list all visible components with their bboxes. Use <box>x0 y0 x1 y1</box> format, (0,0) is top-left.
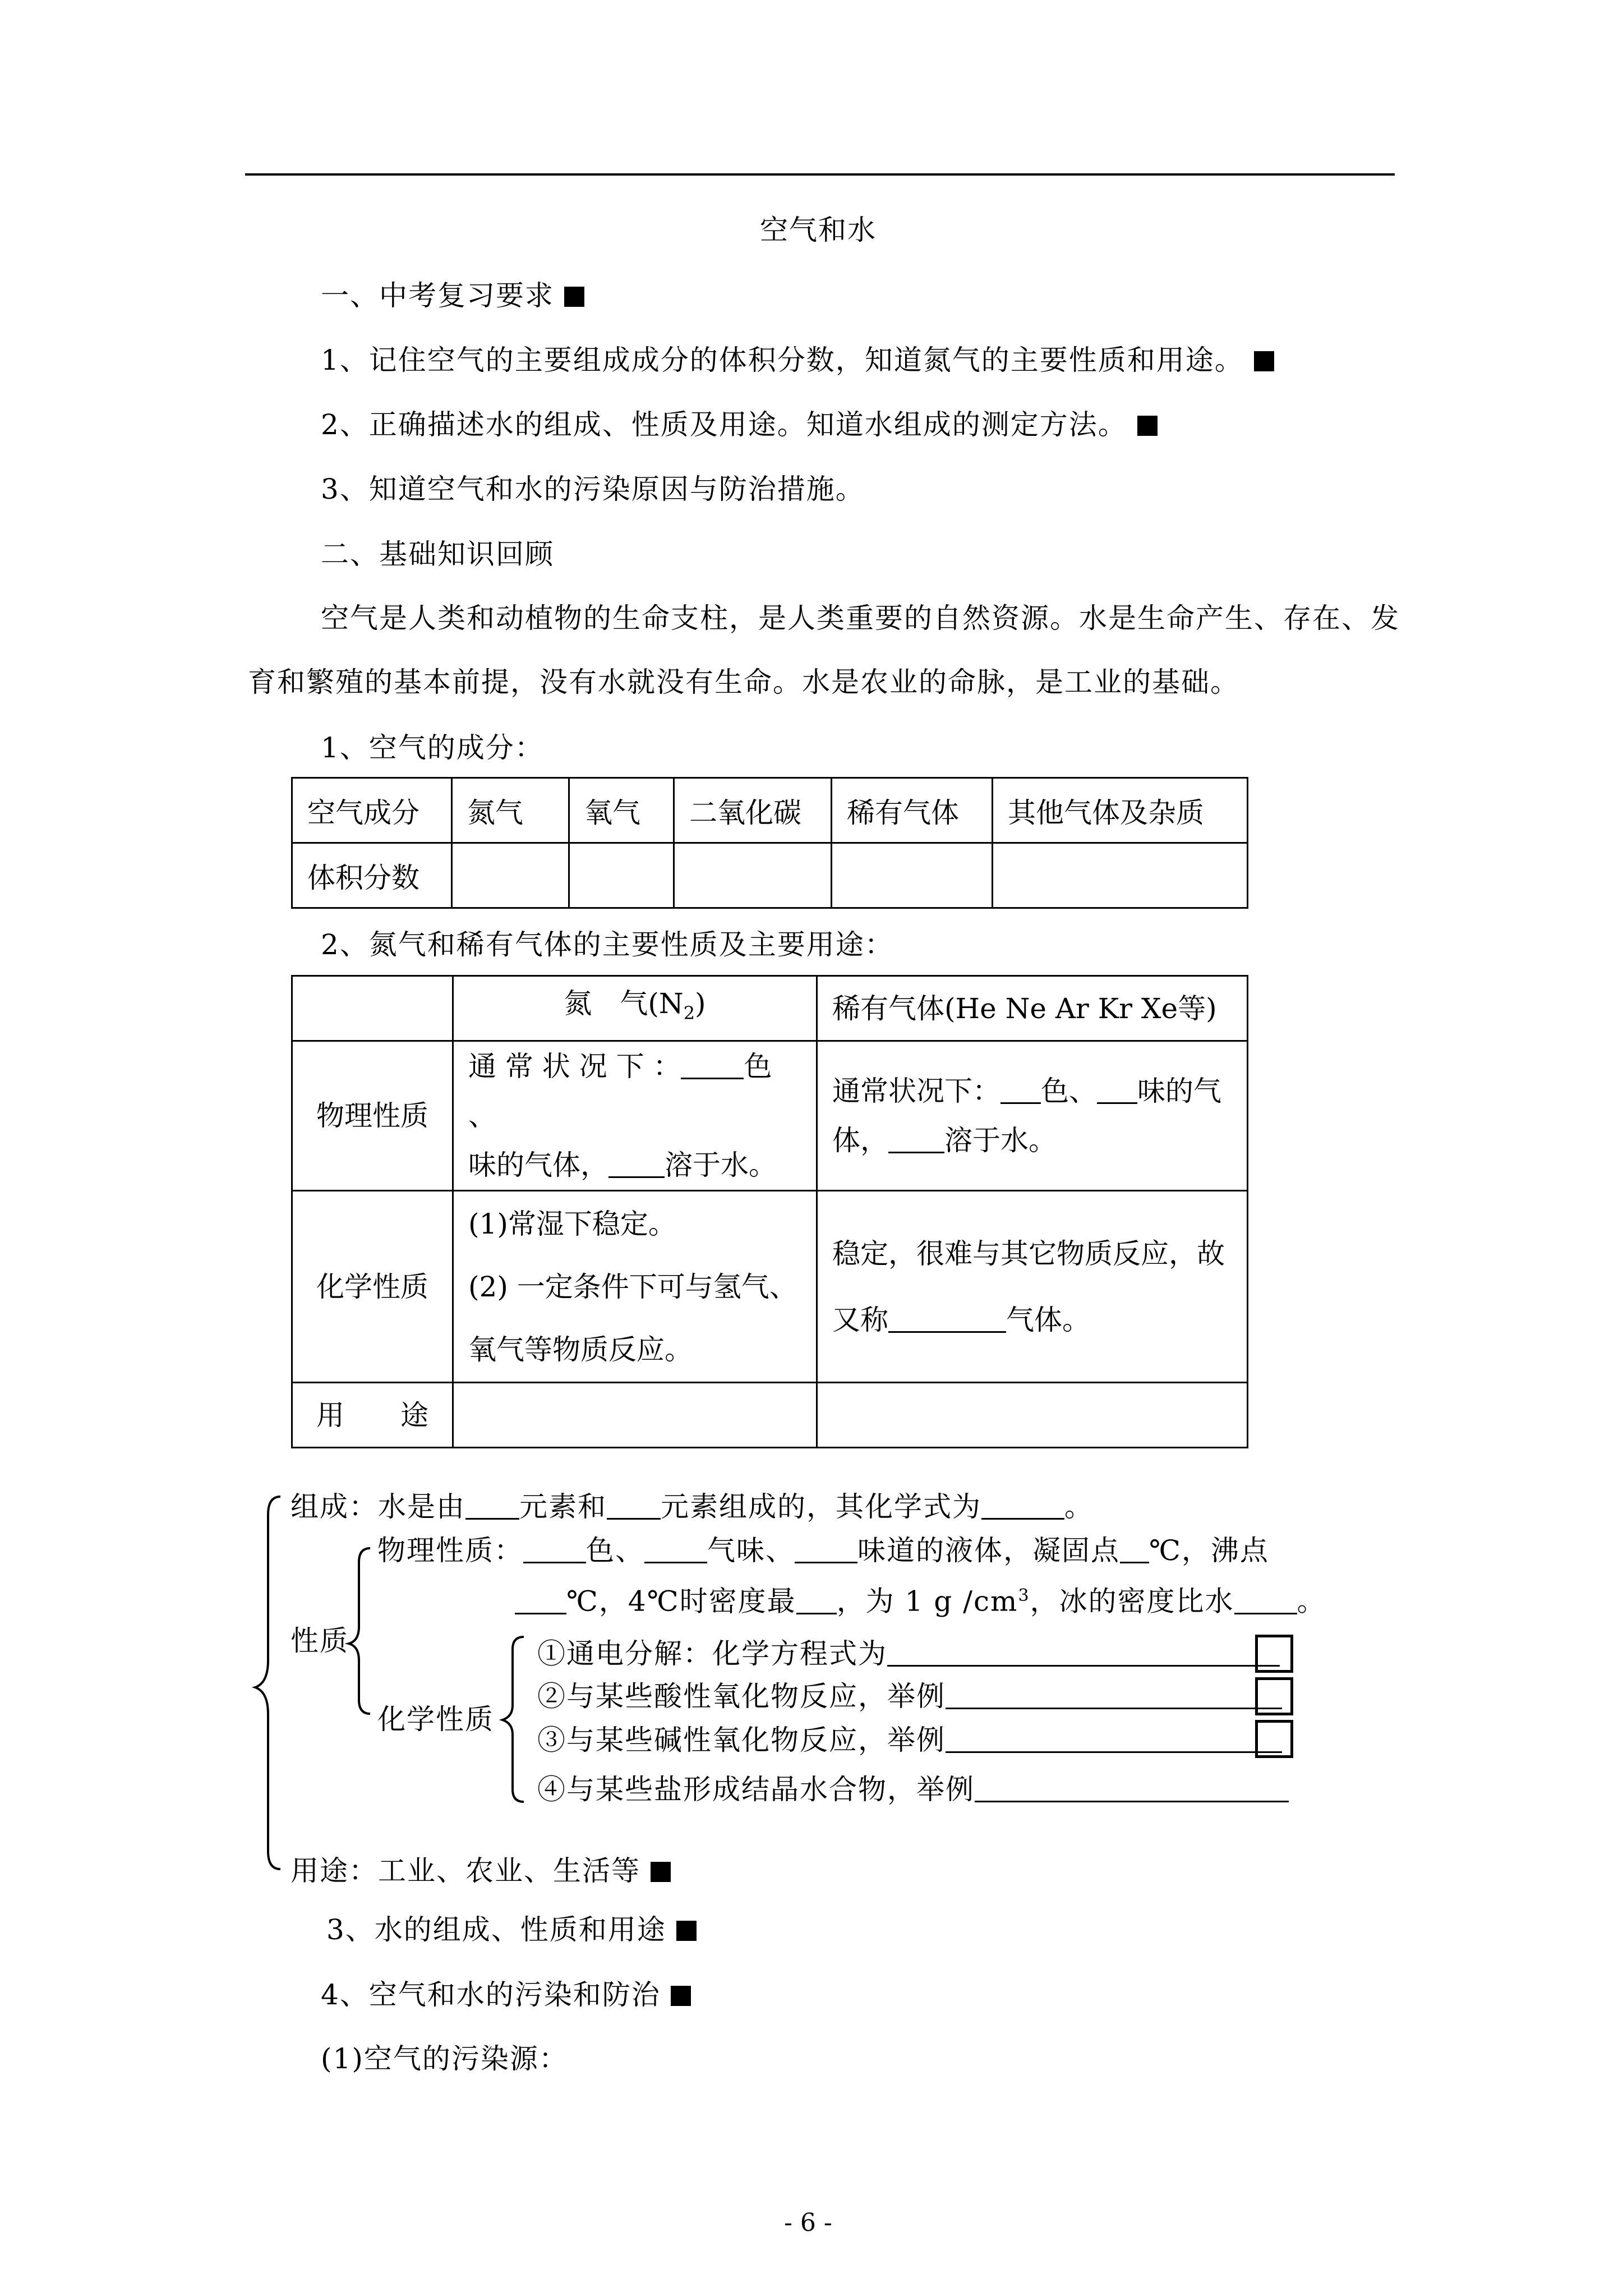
water-chemical-item-2: ②与某些酸性氧化物反应，举例 <box>537 1680 1282 1713</box>
section-heading-requirements: 一、中考复习要求 <box>321 279 584 312</box>
water-chemical-label: 化学性质 <box>377 1703 494 1736</box>
nitrogen-chemical-cell: (1)常湿下稳定。 (2) 一定条件下可与氢气、 氧气等物质反应。 <box>453 1191 817 1383</box>
water-physical-line-2: ℃，4℃时密度最 ，为 1 g $/cm^3$，冰的密度比水 。 <box>515 1579 1326 1618</box>
answer-box <box>1255 1720 1293 1758</box>
intro-paragraph-line-2: 育和繁殖的基本前提，没有水就没有生命。水是农业的命脉，是工业的基础。 <box>248 666 1239 698</box>
rare-gas-column-header: 稀有气体(He Ne Ar Kr Xe等) <box>817 976 1248 1041</box>
uses-label: 用 途 <box>292 1383 453 1448</box>
item-air-pollution-source: (1)空气的污染源： <box>321 2042 568 2075</box>
square-mark-icon <box>651 1862 671 1882</box>
water-properties-label: 性质 <box>291 1625 349 1657</box>
requirement-2: 2、正确描述水的组成、性质及用途。知道水组成的测定方法。 <box>321 408 1158 441</box>
water-chemical-item-1: ①通电分解：化学方程式为 <box>537 1637 1280 1671</box>
nitrogen-column-header: 氮 气$(N_2)$ <box>453 976 817 1041</box>
water-uses-line: 用途：工业、农业、生活等 <box>291 1854 671 1888</box>
answer-box <box>1255 1677 1293 1715</box>
square-mark-icon <box>671 1986 691 2006</box>
water-chemical-item-4: ④与某些盐形成结晶水合物，举例 <box>537 1773 1289 1806</box>
intro-paragraph-line-1: 空气是人类和动植物的生命支柱，是人类重要的自然资源。水是生命产生、存在、发 <box>321 602 1400 634</box>
rare-gas-chemical-cell: 稳定，很难与其它物质反应，故 又称 气体。 <box>817 1191 1248 1383</box>
table-header-cell: 稀有气体 <box>832 778 993 843</box>
answer-box <box>1255 1635 1293 1673</box>
table-header-cell: 空气成分 <box>292 778 452 843</box>
chemical-properties-label: 化学性质 <box>292 1191 453 1383</box>
table-row-label: 体积分数 <box>292 843 452 908</box>
physical-properties-label: 物理性质 <box>292 1041 453 1191</box>
section-heading-basics: 二、基础知识回顾 <box>321 538 554 570</box>
page-number: - 6 - <box>784 2208 832 2237</box>
nitrogen-physical-cell: 通 常 状 况 下 ： 色 、 味的气体， 溶于水。 <box>453 1041 817 1191</box>
item-pollution: 4、空气和水的污染和防治 <box>321 1978 691 2012</box>
page-title: 空气和水 <box>760 214 877 246</box>
square-mark-icon <box>676 1921 697 1941</box>
item-water-composition: 3、水的组成、性质和用途 <box>326 1913 697 1947</box>
table-header-cell: 氧气 <box>569 778 674 843</box>
water-chemical-item-3: ③与某些碱性氧化物反应，举例 <box>537 1723 1282 1757</box>
table-header-cell: 二氧化碳 <box>674 778 832 843</box>
requirement-3: 3、知道空气和水的污染原因与防治措施。 <box>321 473 865 505</box>
item-nitrogen-rare-gas: 2、氮气和稀有气体的主要性质及主要用途： <box>321 928 894 961</box>
table-header-cell: 其他气体及杂质 <box>993 778 1248 843</box>
rare-gas-physical-cell: 通常状况下： 色、 味的气 体， 溶于水。 <box>817 1041 1248 1191</box>
water-composition-line: 组成：水是由 元素和 元素组成的，其化学式为 。 <box>291 1490 1094 1523</box>
requirement-1: 1、记住空气的主要组成成分的体积分数，知道氮气的主要性质和用途。 <box>321 343 1274 377</box>
table-header-cell: 氮气 <box>452 778 569 843</box>
item-air-composition: 1、空气的成分： <box>321 731 544 764</box>
water-physical-line-1: 物理性质： 色、 气味、 味道的液体，凝固点 ℃，沸点 <box>377 1534 1269 1567</box>
